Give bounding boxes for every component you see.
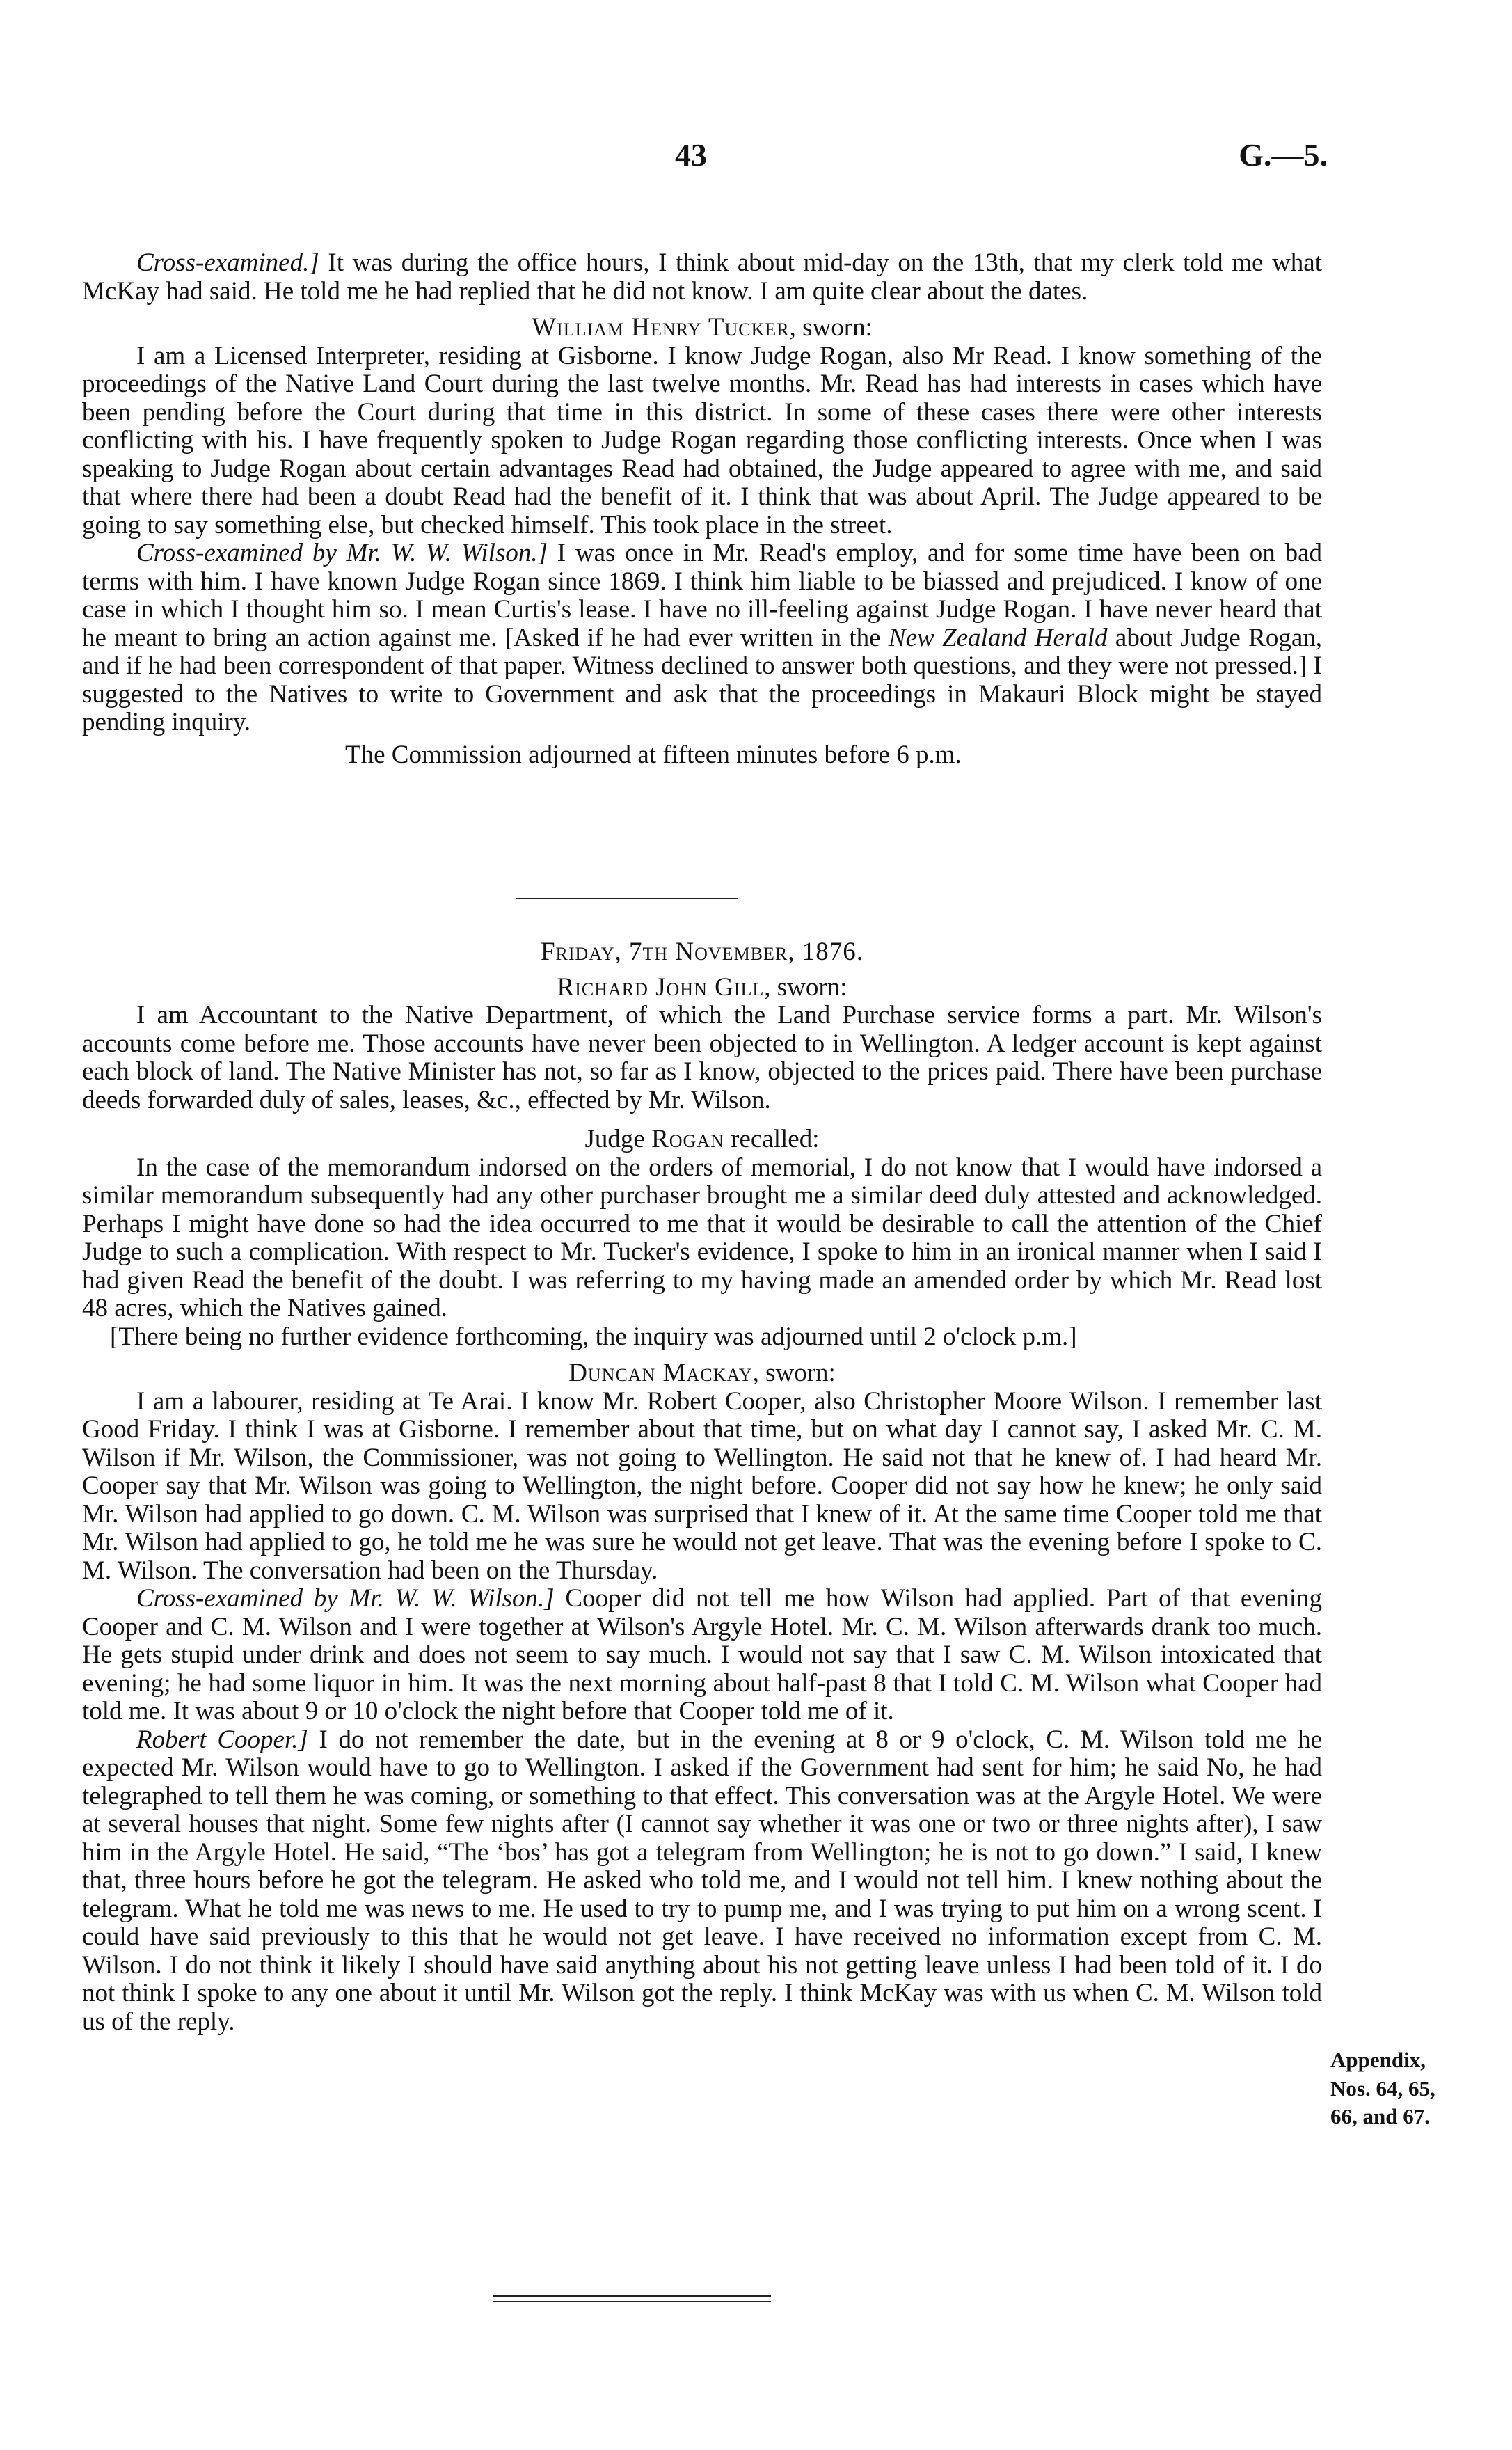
margin-note-line-1: Appendix, xyxy=(1330,2048,1426,2072)
date-heading: Friday, 7th November, 1876. xyxy=(540,938,864,966)
tucker-cross-text-a: I was once in Mr. Read's employ, and for some time have been on bad terms with him. I have known Judge Rogan since 1869. I think him liable to be biassed and prejudiced. I know of one case in which I thought him so. I mean Curtis's lease. I have no ill-feeling against Judge Rogan. I have never heard that he meant to bring an action against me. [Asked if he had ever written in the xyxy=(82,539,1322,652)
cross-examined-paragraph xyxy=(82,249,1322,306)
section-divider xyxy=(516,898,738,899)
section-tucker xyxy=(82,249,1322,769)
end-divider-bottom xyxy=(493,2301,771,2302)
page-header xyxy=(82,136,1328,178)
section-friday xyxy=(82,938,1322,2036)
cooper-label: Robert Cooper.] xyxy=(136,1725,308,1754)
witness-sworn-tucker: , sworn: xyxy=(789,313,873,342)
document-code: G.—5. xyxy=(1239,137,1328,173)
inquiry-adjourned-note: [There being no further evidence forthcoming, the inquiry was adjourned until 2 o'clock p.m.] xyxy=(110,1322,1077,1351)
mackay-cross-label: Cross-examined by Mr. W. W. Wilson.] xyxy=(136,1584,555,1613)
tucker-cross-paper: New Zealand Herald xyxy=(888,623,1108,652)
witness-recalled-rogan: recalled: xyxy=(724,1125,820,1153)
witness-heading-rogan xyxy=(82,1125,1322,1154)
cooper-text: I do not remember the date, but in the evening at 8 or 9 o'clock, C. M. Wilson told me he expected Mr. Wilson would have to go to Wellington. I asked if the Government had sent for him; he said No, he had telegraphed to tell them he was coming, or something to that effect. This conversation was at the Argyle Hotel. We were at several houses that night. Some few nights after (I cannot say whether it was one or two or three nights after), I saw him in the Argyle Hotel. He said, “The ‘bos’ has got a telegram from Wellington; he is not to go down.” I said, I knew that, three hours before he got the telegram. He asked who told me, and I would not tell him. I knew nothing about the telegram. What he told me was news to me. He used to try to pump me, and I was trying to put him on a wrong scent. I could have said previously to this that he would not get leave. I have received no information except from C. M. Wilson. I do not think it likely I should have said anything about his not getting leave unless I had been told of it. I do not think I spoke to any one about it until Mr. Wilson got the reply. I think McKay was with us when C. M. Wilson told us of the reply. xyxy=(82,1725,1323,2036)
witness-sworn-gill: , sworn: xyxy=(764,972,847,1002)
end-divider-top xyxy=(493,2295,771,2297)
commission-adjourned: The Commission adjourned at fifteen minutes before 6 p.m. xyxy=(345,740,962,769)
tucker-testimony: I am a Licensed Interpreter, residing at Gisborne. I know Judge Rogan, also Mr Read. I know something of the proceedings of the Native Land Court during the last twelve months. Mr. Read has had interests in cases which have been pending before the Court during that time in this district. In some of these cases there were other interests conflicting with his. I have frequently spoken to Judge Rogan regarding those conflicting interests. Once when I was speaking to Judge Rogan about certain advantages Read had obtained, the Judge appeared to agree with me, and said that where there had been a doubt Read had the benefit of it. I think that was about April. The Judge appeared to be going to say something else, but checked himself. This took place in the street. xyxy=(82,341,1322,539)
tucker-cross-text-b: about Judge Rogan, and if he had been correspondent of that paper. Witness declined to answer both questions, and they were not pressed.] I suggested to the Natives to write to Government and ask that the proceedings in Makauri Block might be stayed pending inquiry. xyxy=(82,623,1323,736)
page-number: 43 xyxy=(675,137,707,173)
mackay-cross-examination xyxy=(82,1585,1322,1726)
witness-sworn-mackay: , sworn: xyxy=(752,1359,836,1387)
tucker-cross-examination xyxy=(82,539,1322,737)
margin-note-line-2: Nos. 64, 65, xyxy=(1330,2076,1435,2101)
cooper-testimony xyxy=(82,1726,1322,2037)
rogan-testimony: In the case of the memorandum indorsed on the orders of memorial, I do not know that I would have indorsed a similar memorandum subsequently had any other purchaser brought me a similar deed duly attested and acknowledged. Perhaps I might have done so had the idea occurred to me that it would be desirable to call the attention of the Chief Judge to such a complication. With respect to Mr. Tucker's evidence, I spoke to him in an ironical manner when I said I had given Read the benefit of the doubt. I was referring to my having made an amended order by which Mr. Read lost 48 acres, which the Natives gained. xyxy=(82,1153,1322,1322)
margin-note-line-3: 66, and 67. xyxy=(1330,2104,1430,2128)
gill-testimony: I am Accountant to the Native Department, of which the Land Purchase service forms a part. Mr. Wilson's accounts come before me. Those accounts have never been objected to in Wellington. A ledger account is kept against each block of land. The Native Minister has not, so far as I know, objected to the prices paid. There have been purchase deeds forwarded duly of sales, leases, &c., effected by Mr. Wilson. xyxy=(82,1001,1322,1114)
witness-name-rogan: Rogan xyxy=(651,1125,724,1153)
margin-note-appendix xyxy=(1330,2046,1504,2131)
witness-heading-tucker xyxy=(82,314,1322,342)
witness-name-gill: Richard John Gill xyxy=(557,972,765,1002)
mackay-cross-text: Cooper did not tell me how Wilson had applied. Part of that evening Cooper and C. M. Wilson and I were together at Wilson's Argyle Hotel. Mr. C. M. Wilson afterwards drank too much. He gets stupid under drink and does not seem to say much. I would not say that I saw C. M. Wilson intoxicated that evening; he had some liquor in him. It was the next morning about half-past 8 that I told C. M. Wilson what Cooper had told me. It was about 9 or 10 o'clock the night before that Cooper told me of it. xyxy=(82,1584,1322,1725)
witness-name-tucker: William Henry Tucker xyxy=(532,313,790,342)
witness-title-rogan: Judge xyxy=(584,1125,652,1153)
tucker-cross-label: Cross-examined by Mr. W. W. Wilson.] xyxy=(136,539,548,567)
witness-heading-gill xyxy=(82,974,1322,1002)
witness-heading-mackay xyxy=(82,1359,1322,1388)
cross-examined-label: Cross-examined.] xyxy=(136,248,319,277)
witness-name-mackay: Duncan Mackay xyxy=(568,1359,753,1387)
cross-examined-text: It was during the office hours, I think about mid-day on the 13th, that my clerk told me what McKay had said. He told me he had replied that he did not know. I am quite clear about the dates. xyxy=(82,248,1322,306)
mackay-testimony: I am a labourer, residing at Te Arai. I know Mr. Robert Cooper, also Christopher Moore Wilson. I remember last Good Friday. I think I was at Gisborne. I remember about that time, but on what day I cannot say, I asked Mr. C. M. Wilson if Mr. Wilson, the Commissioner, was not going to Wellington. He said not that he knew of. I had heard Mr. Cooper say that Mr. Wilson was going to Wellington, the night before. Cooper did not say how he knew; he only said Mr. Wilson had applied to go down. C. M. Wilson was surprised that I knew of it. At the same time Cooper told me that Mr. Wilson had applied to go, he told me he was sure he would not get leave. That was the evening before I spoke to C. M. Wilson. The conversation had been on the Thursday. xyxy=(82,1386,1322,1585)
